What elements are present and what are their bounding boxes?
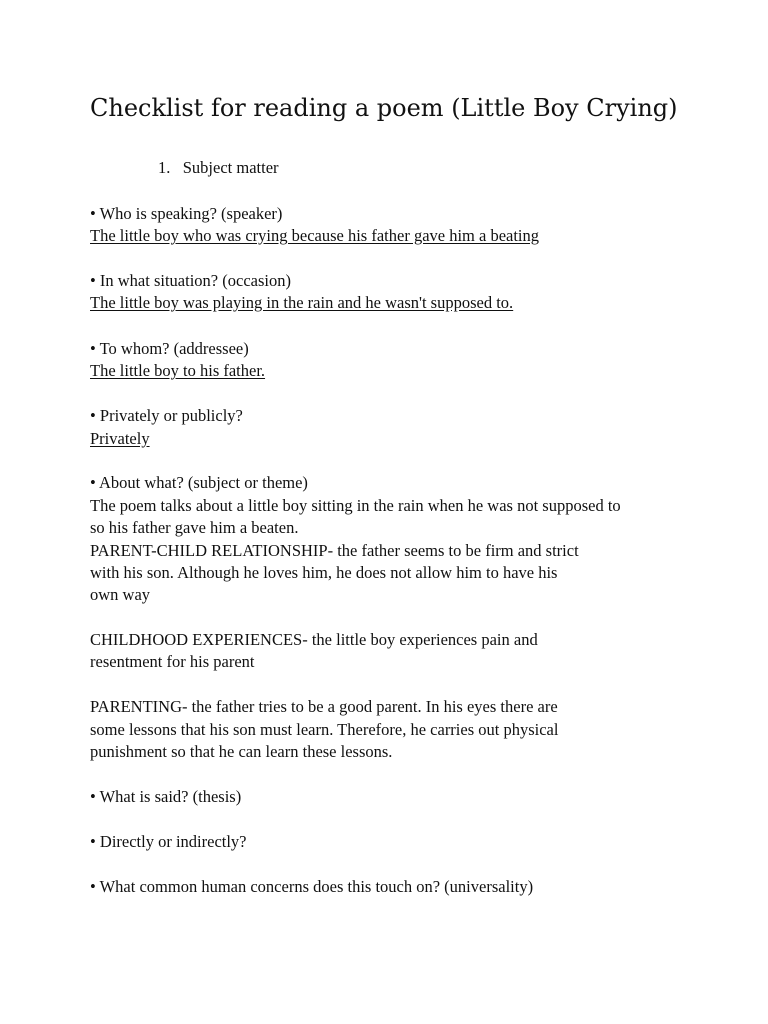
- privacy-question: • Privately or publicly?: [90, 406, 243, 425]
- list-number: 1.: [158, 158, 171, 177]
- parenting-text-line: punishment so that he can learn these lessons.: [90, 742, 393, 761]
- theme-text-line: PARENT-CHILD RELATIONSHIP- the father seems to be firm and strict: [90, 541, 579, 560]
- list-item-subject-matter: [158, 157, 279, 179]
- list-label: Subject matter: [182, 158, 279, 177]
- theme-text-line: The poem talks about a little boy sitting in the rain when he was not supposed to: [90, 496, 621, 515]
- occasion-answer: The little boy was playing in the rain and he wasn't supposed to.: [90, 293, 514, 312]
- childhood-text-line: resentment for his parent: [90, 652, 255, 671]
- theme-text-line: so his father gave him a beaten.: [90, 518, 299, 537]
- parenting-text-line: some lessons that his son must learn. Therefore, he carries out physical: [90, 720, 559, 739]
- parenting-text-line: PARENTING- the father tries to be a good parent. In his eyes there are: [90, 697, 558, 716]
- occasion-question: • In what situation? (occasion): [90, 271, 291, 290]
- speaker-answer: The little boy who was crying because his father gave him a beating: [90, 226, 540, 245]
- theme-text-line: with his son. Although he loves him, he does not allow him to have his: [90, 563, 558, 582]
- privacy-answer: Privately: [90, 429, 150, 448]
- theme-question: • About what? (subject or theme): [90, 473, 308, 492]
- speaker-question: • Who is speaking? (speaker): [90, 204, 283, 223]
- universality-question: • What common human concerns does this touch on? (universality): [90, 877, 534, 896]
- theme-text-line: own way: [90, 585, 151, 604]
- childhood-text-line: CHILDHOOD EXPERIENCES- the little boy experiences pain and: [90, 630, 538, 649]
- page-title: Checklist for reading a poem (Little Boy Crying): [90, 94, 678, 122]
- thesis-question: • What is said? (thesis): [90, 787, 242, 806]
- addressee-question: • To whom? (addressee): [90, 339, 249, 358]
- addressee-answer: The little boy to his father.: [90, 361, 266, 380]
- directness-question: • Directly or indirectly?: [90, 832, 247, 851]
